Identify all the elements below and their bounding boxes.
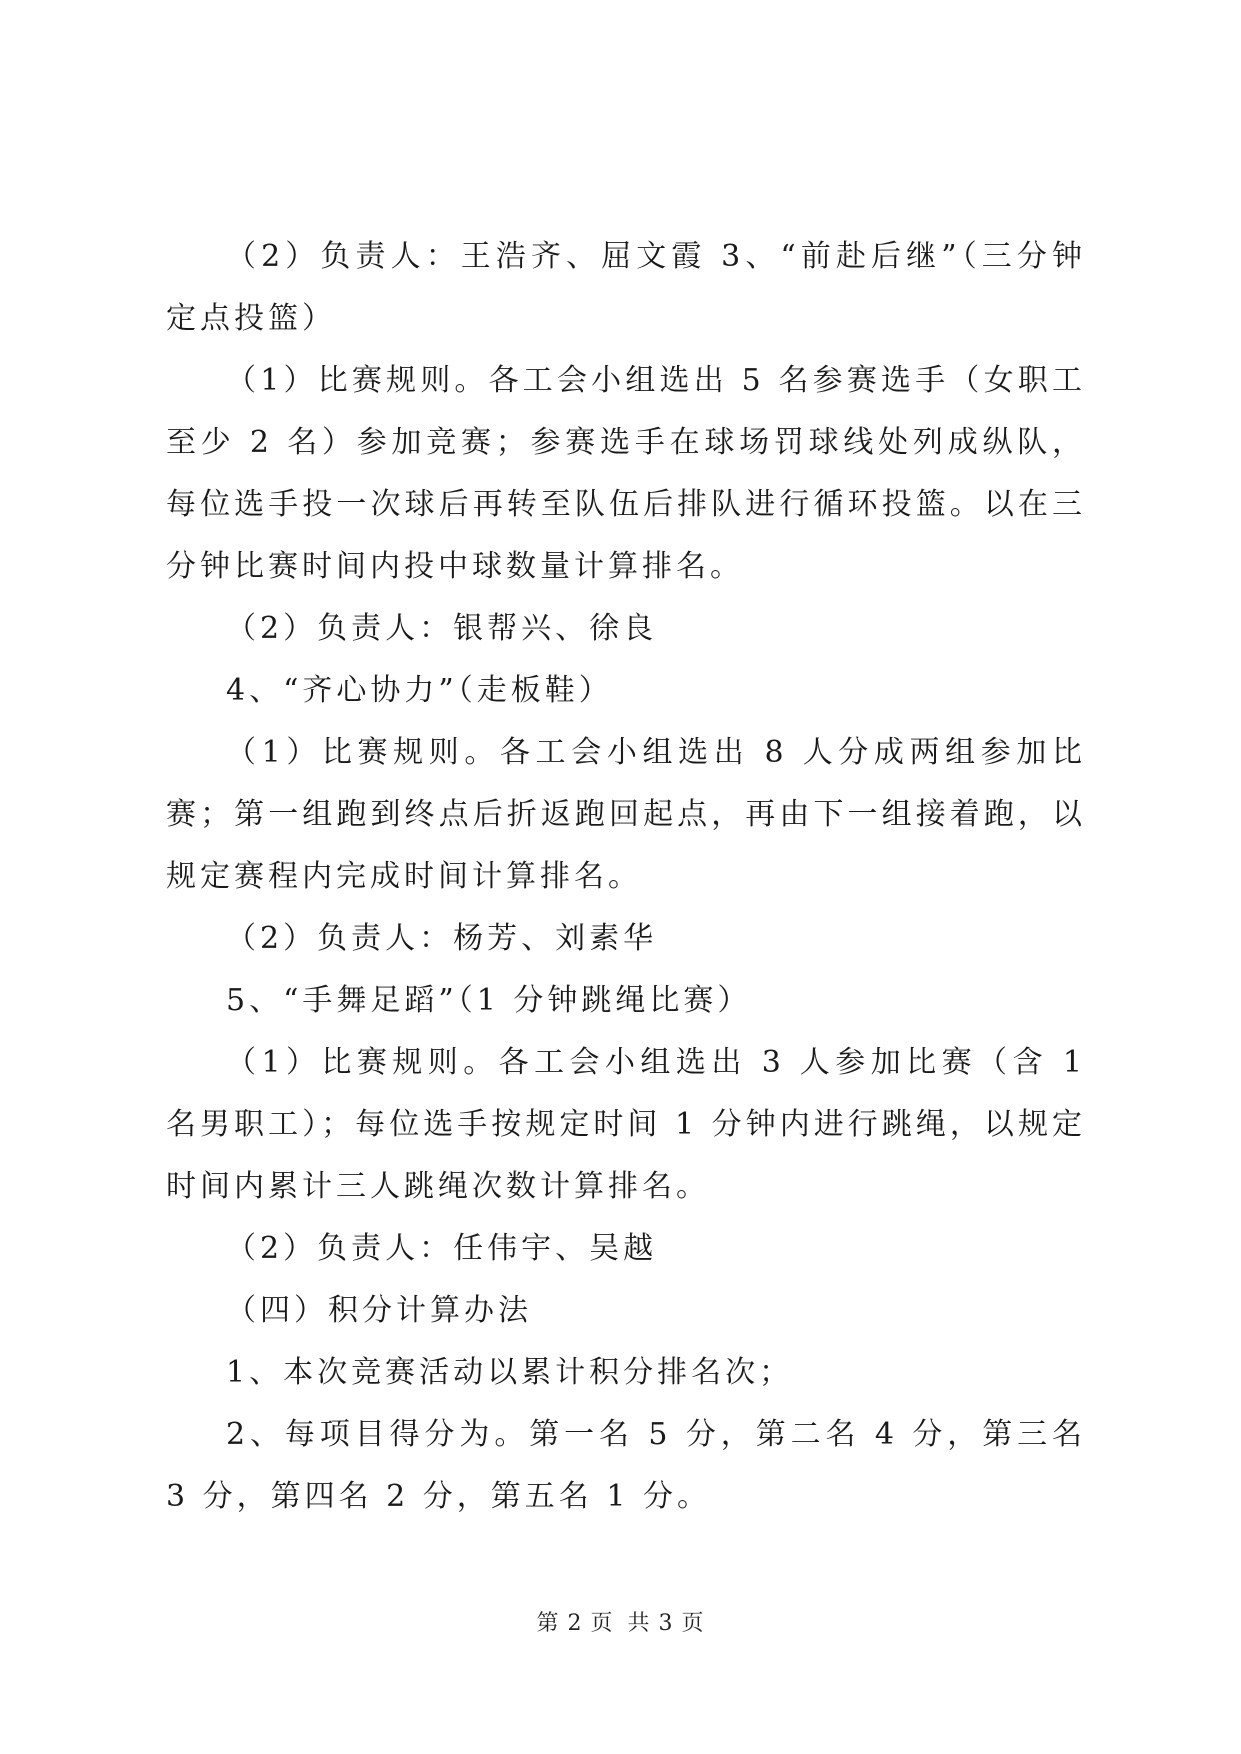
paragraph-scoring-2: 2、每项目得分为。第一名 5 分，第二名 4 分，第三名 3 分，第四名 2 分，第五名 1 分。	[166, 1417, 1086, 1514]
heading-item-4: 4、“齐心协力”（走板鞋）	[226, 673, 613, 708]
paragraph-responsible-3: （2）负责人：王浩齐、屈文霞 3、“前赴后继”（三分钟定点投篮）	[166, 239, 1086, 336]
heading-item-5: 5、“手舞足蹈”（1 分钟跳绳比赛）	[226, 983, 752, 1018]
page-footer	[0, 1606, 1241, 1637]
paragraph-responsible-5: （2）负责人：任伟宇、吴越	[226, 1231, 658, 1266]
document-body	[166, 226, 1086, 1528]
paragraph-responsible-4b: （2）负责人：杨芳、刘素华	[226, 921, 658, 956]
paragraph-scoring-1: 1、本次竞赛活动以累计积分排名次；	[226, 1355, 794, 1390]
paragraph-rules-5: （1）比赛规则。各工会小组选出 3 人参加比赛（含 1 名男职工）；每位选手按规定时间 1 分钟内进行跳绳，以规定时间内累计三人跳绳次数计算排名。	[166, 1045, 1086, 1204]
paragraph-responsible-4a: （2）负责人：银帮兴、徐良	[226, 611, 658, 646]
heading-section-4: （四）积分计算办法	[226, 1293, 532, 1328]
paragraph-rules-4: （1）比赛规则。各工会小组选出 8 人分成两组参加比赛；第一组跑到终点后折返跑回起点，再由下一组接着跑，以规定赛程内完成时间计算排名。	[166, 735, 1086, 894]
paragraph-rules-3: （1）比赛规则。各工会小组选出 5 名参赛选手（女职工至少 2 名）参加竞赛；参赛选手在球场罚球线处列成纵队，每位选手投一次球后再转至队伍后排队进行循环投篮。以在三分钟比赛时间内投中球数量计算排名。	[166, 363, 1086, 584]
page-number: 第 2 页	[536, 1611, 614, 1636]
page-total: 共 3 页	[627, 1611, 705, 1636]
